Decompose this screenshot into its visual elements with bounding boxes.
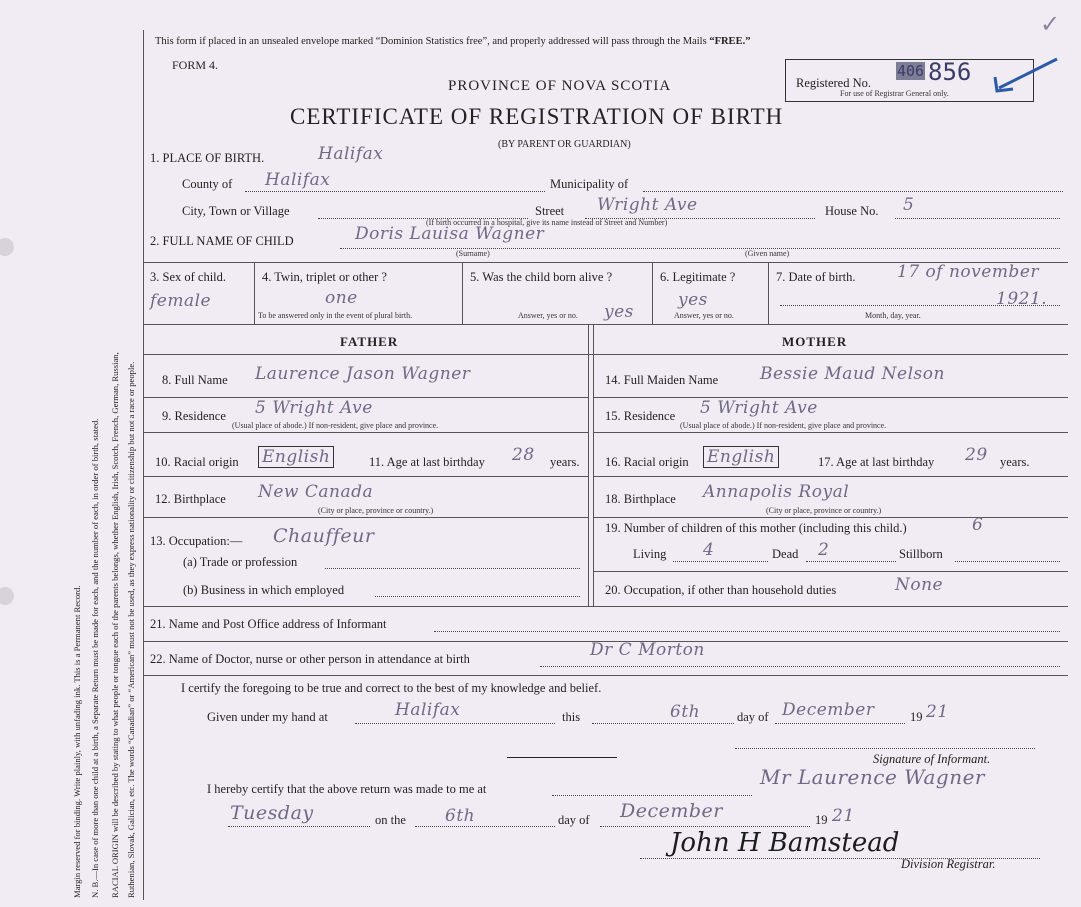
- legitimate-value: yes: [678, 290, 708, 310]
- father-birthplace-value: New Canada: [258, 482, 374, 502]
- dead-value: 2: [818, 540, 830, 560]
- informant-signature-label: Signature of Informant.: [873, 752, 991, 766]
- county-value: Halifax: [265, 170, 331, 190]
- mother-residence-value: 5 Wright Ave: [700, 398, 818, 418]
- sex-label: 3. Sex of child.: [150, 270, 227, 284]
- mother-heading: MOTHER: [782, 334, 848, 349]
- this-label: this: [562, 710, 581, 724]
- mother-age-label: 17. Age at last birthday: [818, 455, 935, 469]
- page-subtitle: (BY PARENT OR GUARDIAN): [498, 139, 631, 150]
- registrar-year-value: 21: [832, 806, 855, 826]
- form-number: FORM 4.: [172, 58, 219, 72]
- father-occupation-label: 13. Occupation:—: [150, 534, 243, 548]
- given-month-value: December: [782, 700, 875, 720]
- father-occupation-value: Chauffeur: [273, 525, 375, 547]
- father-residence-label: 9. Residence: [162, 409, 226, 423]
- mother-occupation-value: None: [895, 575, 944, 595]
- division-registrar-label: Division Registrar.: [901, 857, 996, 871]
- business-label: (b) Business in which employed: [183, 583, 345, 597]
- sex-value: female: [150, 291, 212, 311]
- trade-label: (a) Trade or profession: [183, 555, 298, 569]
- children-count-label: 19. Number of children of this mother (including this child.): [605, 521, 907, 535]
- margin-note-1: Margin reserved for binding. Write plainly, with unfading ink. This is a Permanent Record.: [72, 585, 82, 898]
- registrar-day-value: 6th: [445, 806, 476, 826]
- registrar-use-note: For use of Registrar General only.: [840, 89, 949, 98]
- corner-check-mark: ✓: [1040, 12, 1061, 38]
- dob-label: 7. Date of birth.: [776, 270, 856, 284]
- registered-stamp: 406: [897, 62, 925, 80]
- dead-label: Dead: [772, 547, 799, 561]
- dob-value-day: 17 of november: [897, 262, 1040, 282]
- father-name-value: Laurence Jason Wagner: [255, 364, 471, 384]
- father-heading: FATHER: [340, 334, 399, 349]
- municipality-label: Municipality of: [550, 177, 629, 191]
- registrar-day-of-label: day of: [558, 813, 590, 827]
- given-place-value: Halifax: [395, 700, 461, 720]
- margin-note-2: N. B.—In case of more than one child at a birth, a Separate Return must be made for each, and the number of each, in order of birth, stated.: [90, 418, 100, 898]
- given-day-of-label: day of: [737, 710, 769, 724]
- mother-race-value: English: [703, 446, 779, 468]
- mother-race-label: 16. Racial origin: [605, 455, 689, 469]
- registrar-on-the-label: on the: [375, 813, 406, 827]
- mother-birthplace-label: 18. Birthplace: [605, 492, 676, 506]
- dob-value-year: 1921.: [996, 289, 1048, 309]
- child-name-value: Doris Lauisa Wagner: [355, 224, 545, 244]
- margin-instructions: [0, 0, 145, 907]
- legitimate-note: Answer, yes or no.: [674, 311, 734, 320]
- mother-occupation-label: 20. Occupation, if other than household duties: [605, 583, 837, 597]
- mother-years-label: years.: [1000, 455, 1030, 469]
- informant-label: 21. Name and Post Office address of Informant: [150, 617, 387, 631]
- father-race-value: English: [258, 446, 334, 468]
- children-count-value: 6: [972, 515, 984, 535]
- child-name-label: 2. FULL NAME OF CHILD: [150, 234, 294, 248]
- father-age-value: 28: [512, 445, 535, 465]
- mother-name-value: Bessie Maud Nelson: [760, 364, 945, 384]
- registrar-text: I hereby certify that the above return was made to me at: [207, 782, 487, 796]
- registrar-weekday-value: Tuesday: [230, 802, 314, 824]
- page-title: CERTIFICATE OF REGISTRATION OF BIRTH: [290, 104, 784, 129]
- check-arrow-mark: [985, 55, 1060, 95]
- registrar-signature: John H Bamstead: [670, 828, 900, 858]
- father-birthplace-label: 12. Birthplace: [155, 492, 226, 506]
- father-years-label: years.: [550, 455, 580, 469]
- mother-age-value: 29: [965, 445, 988, 465]
- father-name-label: 8. Full Name: [162, 373, 228, 387]
- informant-signature: Mr Laurence Wagner: [760, 765, 985, 789]
- county-label: County of: [182, 177, 233, 191]
- street-value: Wright Ave: [597, 195, 698, 215]
- given-label: Given under my hand at: [207, 710, 328, 724]
- registrar-month-value: December: [620, 800, 723, 822]
- surname-note: (Surname): [456, 249, 490, 258]
- living-value: 4: [703, 540, 715, 560]
- living-label: Living: [633, 547, 667, 561]
- certify-text: I certify the foregoing to be true and correct to the best of my knowledge and belief.: [181, 681, 602, 695]
- father-age-label: 11. Age at last birthday: [369, 455, 485, 469]
- alive-label: 5. Was the child born alive ?: [470, 270, 613, 284]
- city-label: City, Town or Village: [182, 204, 290, 218]
- twin-note: To be answered only in the event of plural birth.: [258, 311, 413, 320]
- father-residence-value: 5 Wright Ave: [255, 398, 373, 418]
- stillborn-label: Stillborn: [899, 547, 943, 561]
- hospital-note: (If birth occurred in a hospital, give its name instead of Street and Number): [426, 218, 668, 227]
- dob-note: Month, day, year.: [865, 311, 921, 320]
- street-label: Street: [535, 204, 565, 218]
- father-birthplace-note: (City or place, province or country.): [318, 506, 434, 515]
- doctor-label: 22. Name of Doctor, nurse or other person in attendance at birth: [150, 652, 470, 666]
- given-name-note: (Given name): [745, 249, 790, 258]
- place-label: 1. PLACE OF BIRTH.: [150, 151, 265, 165]
- doctor-value: Dr C Morton: [590, 640, 705, 660]
- registered-label: Registered No.: [796, 76, 871, 90]
- margin-note-3: RACIAL ORIGIN will be described by stating to what people or tongue each of the parents belongs, whether English, Irish, Scotch, French, German, Russian,: [110, 352, 120, 898]
- twin-value: one: [325, 288, 358, 308]
- alive-value: yes: [604, 302, 634, 322]
- registered-number: 856: [928, 58, 972, 86]
- legitimate-label: 6. Legitimate ?: [660, 270, 736, 284]
- mother-name-label: 14. Full Maiden Name: [605, 373, 719, 387]
- mother-birthplace-value: Annapolis Royal: [703, 482, 850, 502]
- father-residence-note: (Usual place of abode.) If non-resident, give place and province.: [232, 421, 439, 430]
- twin-label: 4. Twin, triplet or other ?: [262, 270, 387, 284]
- place-value: Halifax: [318, 144, 384, 164]
- given-day-value: 6th: [670, 702, 701, 722]
- given-year-prefix: 19: [910, 710, 923, 724]
- margin-note-4: Ruthenian, Slovak, Galician, etc. The words “Canadian” or “American” must not be used, as they express nationality or citizenship but not a race or people.: [126, 361, 136, 898]
- alive-note: Answer, yes or no.: [518, 311, 578, 320]
- registrar-year-prefix: 19: [815, 813, 828, 827]
- house-label: House No.: [825, 204, 879, 218]
- father-race-label: 10. Racial origin: [155, 455, 239, 469]
- mother-birthplace-note: (City or place, province or country.): [766, 506, 882, 515]
- house-value: 5: [903, 195, 915, 215]
- mail-note: This form if placed in an unsealed envelope marked “Dominion Statistics free”, and properly addressed will pass through the Mails “FREE.”: [155, 36, 751, 47]
- mother-residence-label: 15. Residence: [605, 409, 676, 423]
- mother-residence-note: (Usual place of abode.) If non-resident, give place and province.: [680, 421, 887, 430]
- given-year-value: 21: [926, 702, 949, 722]
- province-heading: PROVINCE OF NOVA SCOTIA: [448, 78, 672, 94]
